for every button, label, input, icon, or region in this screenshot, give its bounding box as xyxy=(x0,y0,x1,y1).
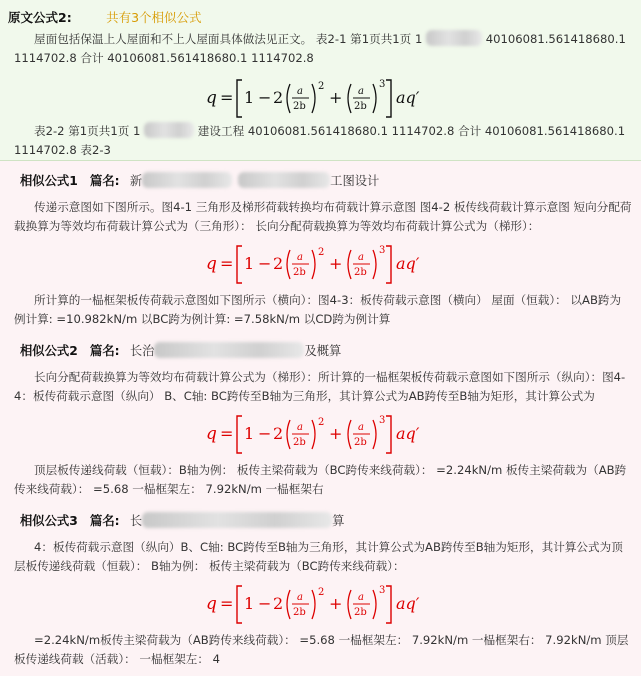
similar-formula-3-header xyxy=(20,511,344,529)
paper-name[interactable]: 长 算 xyxy=(129,514,345,528)
paper-name-label: 篇名: xyxy=(90,174,120,188)
svg-text:aq′: aq′ xyxy=(395,254,419,273)
formula-svg xyxy=(206,412,436,456)
similar-formula-1 xyxy=(0,242,641,286)
svg-text:1: 1 xyxy=(243,88,254,107)
svg-text:a: a xyxy=(357,252,364,263)
svg-text:=: = xyxy=(219,254,233,273)
svg-text:−: − xyxy=(257,594,271,613)
similar-formula-3 xyxy=(0,582,641,626)
svg-text:2: 2 xyxy=(272,254,283,273)
similar-formula-2 xyxy=(0,412,641,456)
formula-svg xyxy=(206,242,436,286)
svg-text:3: 3 xyxy=(378,245,385,256)
svg-text:1: 1 xyxy=(243,424,254,443)
similar-count-text: 共有3个相似公式 xyxy=(106,10,202,25)
svg-text:q: q xyxy=(205,424,217,444)
similar-formula-3-label: 相似公式3 xyxy=(20,514,78,528)
svg-text:q: q xyxy=(205,594,217,614)
svg-text:2: 2 xyxy=(272,594,283,613)
original-context-before xyxy=(14,30,632,68)
svg-text:aq′: aq′ xyxy=(395,424,419,443)
svg-text:2b: 2b xyxy=(292,101,306,112)
svg-text:−: − xyxy=(257,424,271,443)
svg-text:2: 2 xyxy=(317,587,324,598)
similar-1-context-before: 传递示意图如下图所示。图4-1 三角形及梯形荷载转换均布荷载计算示意图 图4-2 板传线荷载计算示意图 短向分配荷载换算为等效均布荷载计算公式为（三角形）： 长向分配荷载换算为等效均布荷载计算公式为（梯形）： xyxy=(14,200,632,233)
original-text-2a: 表2-2 第1页共1页 1 xyxy=(34,124,141,138)
svg-text:a: a xyxy=(357,422,364,433)
svg-text:+: + xyxy=(328,254,342,273)
svg-text:3: 3 xyxy=(378,79,385,90)
svg-text:a: a xyxy=(357,592,364,603)
svg-text:3: 3 xyxy=(378,415,385,426)
original-text-1b: 40106081.561418680.1 1114702.8 合计 40106081.561418680.1 1114702.8 xyxy=(14,32,626,65)
svg-text:aq′: aq′ xyxy=(395,88,419,107)
svg-text:2b: 2b xyxy=(353,267,367,278)
redacted-text xyxy=(154,342,304,358)
redacted-text xyxy=(142,172,232,188)
svg-text:2: 2 xyxy=(272,88,283,107)
svg-text:a: a xyxy=(296,592,303,603)
paper-name-label: 篇名: xyxy=(90,514,120,528)
svg-text:+: + xyxy=(328,88,342,107)
similar-1-context-after: 所计算的一榀框架板传荷载示意图如下图所示（横向）：图4-3：板传荷载示意图（横向） 屋面（恒载）： 以AB跨为例计算: =10.982kN/m 以BC跨为例计算: =7.58kN/m 以CD跨为例计算 xyxy=(14,293,622,326)
svg-text:−: − xyxy=(257,88,271,107)
svg-text:3: 3 xyxy=(378,585,385,596)
original-formula-header xyxy=(8,8,202,26)
svg-text:2: 2 xyxy=(317,247,324,258)
original-formula-label: 原文公式2: xyxy=(8,10,72,25)
formula-svg xyxy=(206,582,436,626)
original-formula-section xyxy=(0,0,641,161)
svg-text:2b: 2b xyxy=(292,437,306,448)
similar-2-context-after: 顶层板传递线荷载（恒载）：B轴为例： 板传主梁荷载为（BC跨传来线荷载）： =2.24kN/m 板传主梁荷载为（AB跨传来线荷载）： =5.68 一榀框架左： 7.92kN/m 一榀框架右 xyxy=(14,463,627,496)
svg-text:2: 2 xyxy=(272,424,283,443)
redacted-text xyxy=(426,30,482,46)
redacted-text xyxy=(238,172,330,188)
svg-text:=: = xyxy=(219,424,233,443)
redacted-text xyxy=(142,512,332,528)
svg-text:+: + xyxy=(328,424,342,443)
similar-3-context-before: 4：板传荷载示意图（纵向）B、C轴: BC跨传至B轴为三角形，其计算公式为AB跨传至B轴为矩形，其计算公式为顶层板传递线荷载（恒载）： B轴为例： 板传主梁荷载为（BC跨传来线荷载）： xyxy=(14,540,623,573)
similar-3-context-after: =2.24kN/m板传主梁荷载为（AB跨传来线荷载）： =5.68 一榀框架左： 7.92kN/m 一榀框架右： 7.92kN/m 顶层板传递线荷载（活载）： 一榀框架左： 4 xyxy=(14,633,629,666)
svg-text:aq′: aq′ xyxy=(395,594,419,613)
original-context-after xyxy=(14,122,632,160)
svg-text:1: 1 xyxy=(243,594,254,613)
similar-formula-2-header xyxy=(20,341,341,359)
svg-text:q: q xyxy=(205,254,217,274)
svg-text:q: q xyxy=(205,88,217,108)
svg-text:2b: 2b xyxy=(292,607,306,618)
svg-text:+: + xyxy=(328,594,342,613)
paper-name[interactable]: 长治 及概算 xyxy=(129,344,342,358)
svg-text:a: a xyxy=(296,422,303,433)
original-formula xyxy=(0,76,641,120)
svg-text:1: 1 xyxy=(243,254,254,273)
similar-formula-1-header xyxy=(20,171,379,189)
formula-svg xyxy=(206,76,436,120)
paper-name[interactable]: 新 工图设计 xyxy=(129,174,380,188)
svg-text:2b: 2b xyxy=(353,101,367,112)
original-text-2b: 建设工程 40106081.561418680.1 1114702.8 合计 40106081.561418680.1 1114702.8 表2-3 xyxy=(14,124,626,157)
svg-text:a: a xyxy=(357,86,364,97)
paper-name-label: 篇名: xyxy=(90,344,120,358)
svg-text:2: 2 xyxy=(317,417,324,428)
svg-text:2b: 2b xyxy=(353,607,367,618)
svg-text:2b: 2b xyxy=(353,437,367,448)
original-text-1a: 屋面包括保温上人屋面和不上人屋面具体做法见正文。 表2-1 第1页共1页 1 xyxy=(34,32,423,46)
svg-text:a: a xyxy=(296,252,303,263)
svg-text:=: = xyxy=(219,88,233,107)
svg-text:a: a xyxy=(296,86,303,97)
svg-text:−: − xyxy=(257,254,271,273)
similar-2-context-before: 长向分配荷载换算为等效均布荷载计算公式为（梯形）：所计算的一榀框架板传荷载示意图如下图所示（纵向）：图4-4：板传荷载示意图（纵向） B、C轴: BC跨传至B轴为三角形，其计算公式为AB跨传至B轴为矩形，其计算公式为 xyxy=(14,370,626,403)
similar-formula-1-label: 相似公式1 xyxy=(20,174,78,188)
redacted-text xyxy=(144,122,194,138)
similar-formula-2-label: 相似公式2 xyxy=(20,344,78,358)
svg-text:2b: 2b xyxy=(292,267,306,278)
similar-formulas-section xyxy=(0,161,641,676)
svg-text:=: = xyxy=(219,594,233,613)
svg-text:2: 2 xyxy=(317,81,324,92)
